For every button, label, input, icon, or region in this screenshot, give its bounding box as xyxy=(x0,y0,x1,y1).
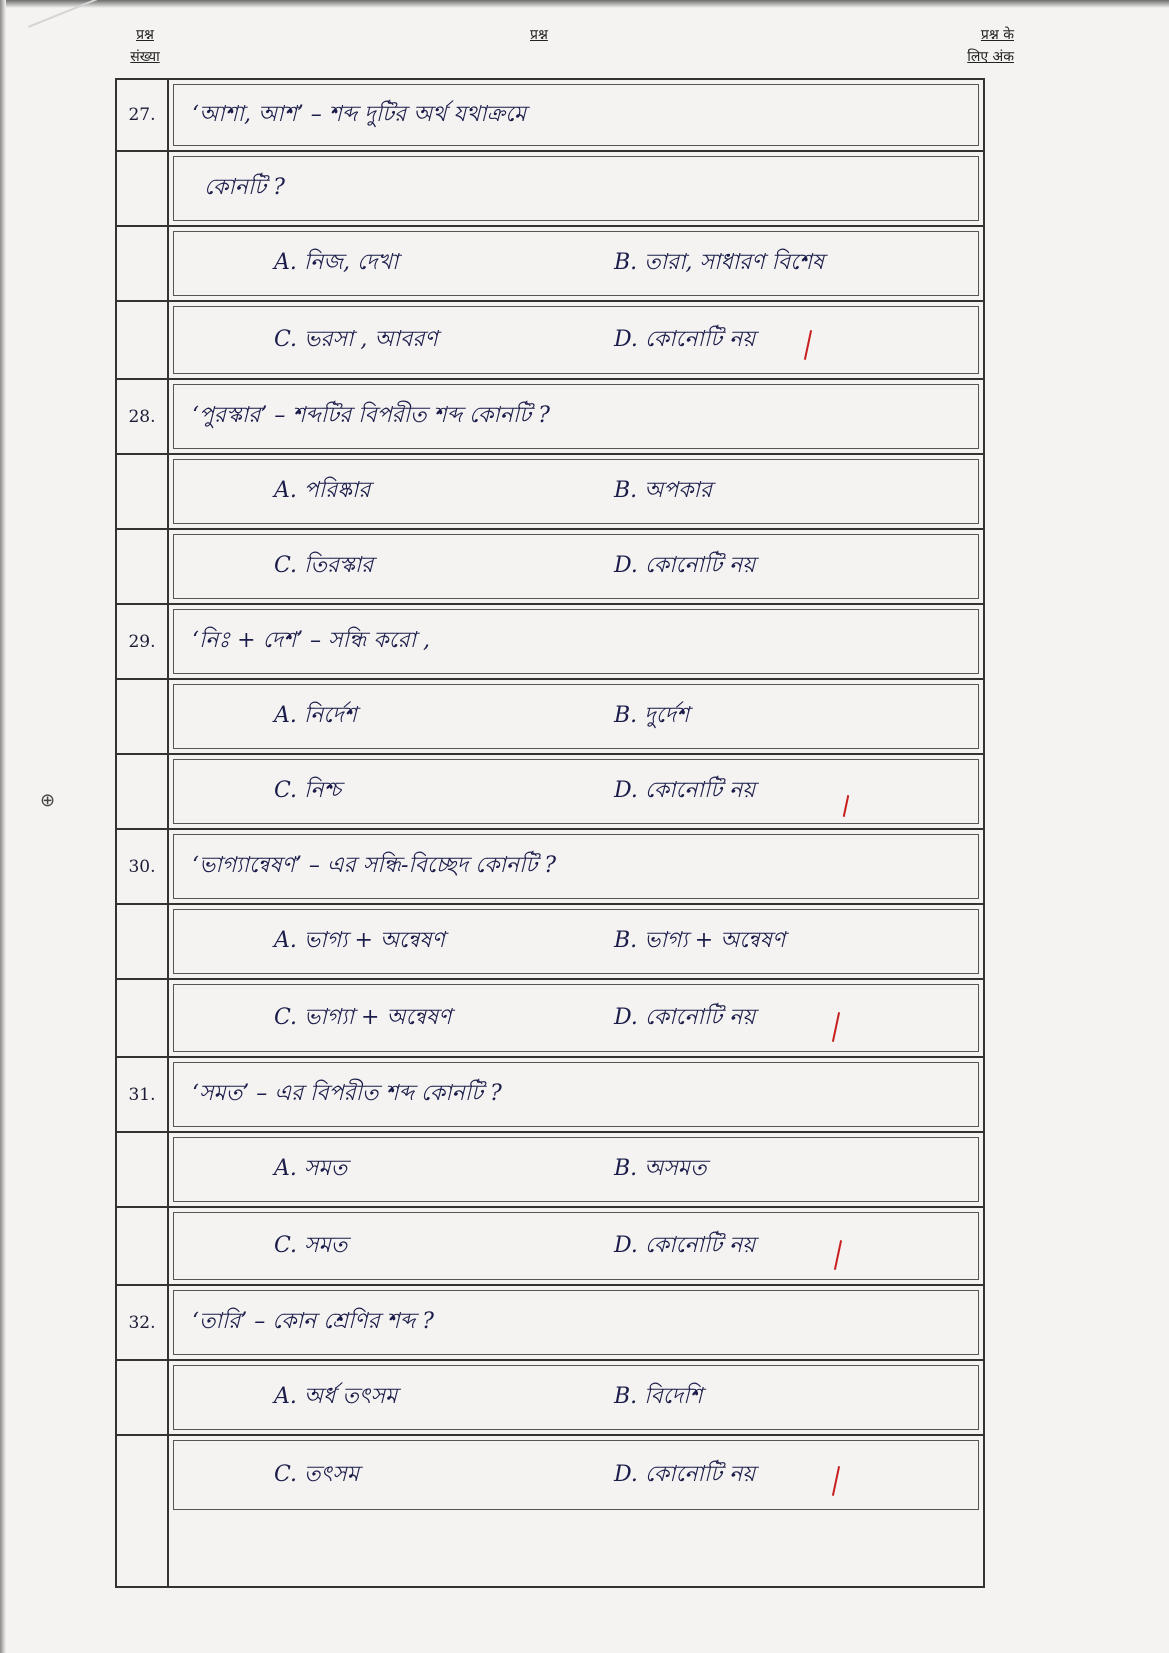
options-row xyxy=(117,680,983,755)
option-b: B. অপকার xyxy=(614,478,713,503)
options-cell xyxy=(173,534,979,599)
option-b: B. দুর্দেশ xyxy=(614,703,690,728)
header-question-number xyxy=(120,24,170,68)
option-c: C. তিরস্কার xyxy=(274,553,374,578)
question-number: 32. xyxy=(128,1312,156,1333)
question-row xyxy=(117,605,983,680)
options-row xyxy=(117,1208,983,1286)
options-row xyxy=(117,980,983,1058)
page-fold-mark xyxy=(28,0,127,65)
options-cell xyxy=(173,984,979,1052)
option-d: D. কোনোটি নয় xyxy=(614,1004,756,1030)
question-text: ‘ভাগ্যান্বেষণ’ – এর সন্ধি-বিচ্ছেদ কোনটি ? xyxy=(173,834,979,899)
scan-edge-top xyxy=(0,0,1169,8)
options-cell xyxy=(173,231,979,296)
header-marks-line2: लिए अंक xyxy=(967,49,1014,65)
option-d: D. কোনোটি নয় xyxy=(614,553,756,578)
option-c: C. সমত xyxy=(274,1232,348,1258)
option-d: D. কোনোটি নয় xyxy=(614,1461,756,1487)
options-cell xyxy=(173,909,979,974)
options-row xyxy=(117,755,983,830)
registration-mark-icon: ⊕ xyxy=(40,790,56,811)
header-marks xyxy=(904,24,1014,68)
question-text: ‘নিঃ + দেশ’ – সন্ধি করো , xyxy=(173,609,979,674)
option-b: B. অসমত xyxy=(614,1156,707,1181)
options-cell xyxy=(173,1137,979,1202)
header-marks-line1: प्रश्न के xyxy=(980,27,1014,43)
option-c: C. নিশ্চ xyxy=(274,778,341,803)
question-continuation-row xyxy=(117,152,983,227)
question-row xyxy=(117,830,983,905)
option-a: A. নিজ, দেখা xyxy=(274,250,399,275)
options-row xyxy=(117,1361,983,1436)
option-a: A. নির্দেশ xyxy=(274,703,357,728)
options-cell xyxy=(173,1440,979,1510)
option-c: C. ভরসা , আবরণ xyxy=(274,326,438,352)
question-number: 31. xyxy=(128,1084,156,1105)
options-row xyxy=(117,1436,983,1586)
option-b: B. তারা, সাধারণ বিশেষ xyxy=(614,250,825,275)
options-row xyxy=(117,455,983,530)
question-text: ‘পুরস্কার’ – শব্দটির বিপরীত শব্দ কোনটি ? xyxy=(173,384,979,449)
option-d: D. কোনোটি নয় xyxy=(614,1232,756,1258)
option-a: A. ভাগ্য + অন্বেষণ xyxy=(274,928,445,953)
question-text: ‘আশা, আশ’ – শব্দ দুটির অর্থ যথাক্রমে xyxy=(173,84,979,146)
answer-sheet-table xyxy=(115,78,985,1588)
options-row xyxy=(117,1133,983,1208)
question-text-continuation: কোনটি ? xyxy=(173,156,979,221)
option-c: C. ভাগ্যা + অন্বেষণ xyxy=(274,1004,452,1030)
options-row xyxy=(117,905,983,980)
header-question-number-line1: प्रश्न xyxy=(136,27,154,43)
option-b: B. বিদেশি xyxy=(614,1384,703,1409)
option-d: D. কোনোটি নয় xyxy=(614,326,756,352)
header-question-label: प्रश्न xyxy=(530,27,548,43)
option-a: A. সমত xyxy=(274,1156,348,1181)
options-cell xyxy=(173,1212,979,1280)
question-text: ‘সমত’ – এর বিপরীত শব্দ কোনটি ? xyxy=(173,1062,979,1127)
options-cell xyxy=(173,759,979,824)
options-cell xyxy=(173,306,979,374)
header-question xyxy=(530,24,548,46)
options-cell xyxy=(173,1365,979,1430)
option-c: C. তৎসম xyxy=(274,1461,360,1487)
question-row xyxy=(117,1286,983,1361)
question-number: 30. xyxy=(128,856,156,877)
question-number: 27. xyxy=(128,105,156,125)
options-cell xyxy=(173,459,979,524)
options-row xyxy=(117,530,983,605)
option-d: D. কোনোটি নয় xyxy=(614,778,756,803)
options-row xyxy=(117,227,983,302)
question-text: ‘তারি’ – কোন শ্রেণির শব্দ ? xyxy=(173,1290,979,1355)
question-row xyxy=(117,380,983,455)
question-row xyxy=(117,80,983,152)
options-cell xyxy=(173,684,979,749)
option-a: A. পরিষ্কার xyxy=(274,478,371,503)
question-row xyxy=(117,1058,983,1133)
option-a: A. অর্ধ তৎসম xyxy=(274,1384,398,1409)
question-number: 29. xyxy=(128,631,156,652)
scan-edge-left xyxy=(0,0,6,1653)
option-b: B. ভাগ্য + অন্বেষণ xyxy=(614,928,786,953)
question-number: 28. xyxy=(128,406,156,427)
header-question-number-line2: संख्या xyxy=(130,49,160,65)
options-row xyxy=(117,302,983,380)
